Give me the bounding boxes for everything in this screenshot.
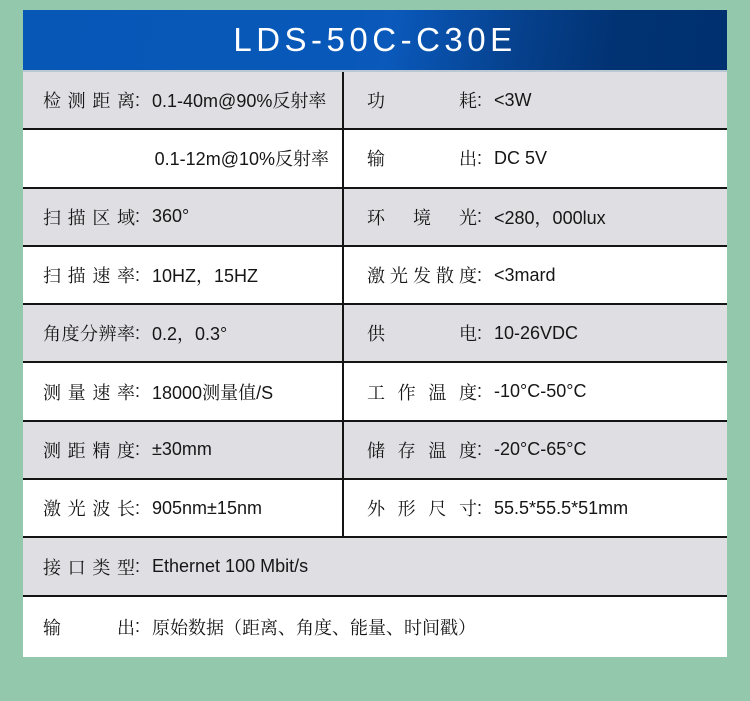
spec-sheet-panel xyxy=(23,10,727,657)
spec-table xyxy=(23,72,727,657)
spec-label: 外形尺寸 xyxy=(367,499,477,520)
label-colon: : xyxy=(135,206,141,227)
table-row-wavelength-dimensions xyxy=(23,480,727,538)
label-colon: : xyxy=(135,439,141,460)
spec-label: 功耗 xyxy=(367,91,477,112)
label-colon: : xyxy=(477,264,483,285)
label-colon: : xyxy=(135,556,141,577)
cell-scan-rate xyxy=(23,247,344,303)
table-row-data-output xyxy=(23,597,727,657)
cell-measurement-rate xyxy=(23,363,344,419)
spec-value: 0.2，0.3° xyxy=(152,324,228,345)
spec-value: 0.1-40m@90%反射率 xyxy=(152,91,327,112)
label-colon: : xyxy=(477,89,483,110)
label-colon: : xyxy=(135,264,141,285)
spec-label: 输出 xyxy=(43,617,135,638)
spec-value: 10-26VDC xyxy=(494,322,579,343)
spec-label: 测量速率 xyxy=(43,382,135,403)
label-colon: : xyxy=(135,381,141,402)
product-title: LDS-50C-C30E xyxy=(233,21,517,58)
table-row-scanarea-ambient xyxy=(23,189,727,247)
cell-angular-resolution xyxy=(23,305,344,361)
spec-value: DC 5V xyxy=(494,147,548,168)
cell-working-temperature xyxy=(344,363,727,419)
label-colon: : xyxy=(477,206,483,227)
spec-label: 测距精度 xyxy=(43,440,135,461)
spec-label: 扫描速率 xyxy=(43,266,135,287)
spec-value: Ethernet 100 Mbit/s xyxy=(152,556,309,577)
label-colon: : xyxy=(477,497,483,518)
label-colon: : xyxy=(477,381,483,402)
spec-value: 18000测量值/S xyxy=(152,382,274,403)
table-row-detection2-output xyxy=(23,130,727,188)
spec-value: 55.5*55.5*51mm xyxy=(494,497,629,518)
spec-label: 储存温度 xyxy=(367,440,477,461)
cell-dimensions xyxy=(344,480,727,536)
label-colon: : xyxy=(135,616,141,637)
cell-storage-temperature xyxy=(344,422,727,478)
spec-label: 扫描区域 xyxy=(43,207,135,228)
spec-value: 360° xyxy=(152,206,190,227)
table-row-measrate-worktemp xyxy=(23,363,727,421)
cell-detection-range-low-reflect xyxy=(23,130,344,186)
spec-value: -10°C-50°C xyxy=(494,381,587,402)
spec-label: 激光发散度 xyxy=(367,266,477,287)
spec-label: 检测距离 xyxy=(43,91,135,112)
spec-label: 输出 xyxy=(367,149,477,170)
title-bar xyxy=(23,10,727,72)
cell-ambient-light xyxy=(344,189,727,245)
cell-data-output xyxy=(23,597,727,657)
spec-label: 环境光 xyxy=(367,207,477,228)
label-colon: : xyxy=(135,497,141,518)
cell-output-voltage xyxy=(344,130,727,186)
spec-value: 原始数据（距离、角度、能量、时间戳） xyxy=(152,617,477,638)
cell-laser-divergence xyxy=(344,247,727,303)
table-row-scanrate-divergence xyxy=(23,247,727,305)
label-colon: : xyxy=(477,439,483,460)
table-row-accuracy-storagetemp xyxy=(23,422,727,480)
spec-label: 角度分辨率 xyxy=(43,324,135,345)
spec-value: 0.1-12m@10%反射率 xyxy=(154,149,329,170)
spec-value: 10HZ，15HZ xyxy=(152,266,259,287)
spec-label: 供电 xyxy=(367,324,477,345)
table-row-detection-power xyxy=(23,72,727,130)
spec-value: <3mard xyxy=(494,264,556,285)
cell-scan-area xyxy=(23,189,344,245)
label-colon: : xyxy=(477,147,483,168)
label-colon: : xyxy=(135,89,141,110)
spec-value: -20°C-65°C xyxy=(494,439,587,460)
spec-value: ±30mm xyxy=(152,439,212,460)
table-row-interface xyxy=(23,538,727,596)
spec-label: 接口类型 xyxy=(43,557,135,578)
cell-laser-wavelength xyxy=(23,480,344,536)
label-colon: : xyxy=(135,322,141,343)
cell-power-consumption xyxy=(344,72,727,128)
cell-detection-range xyxy=(23,72,344,128)
cell-interface-type xyxy=(23,538,727,594)
cell-ranging-accuracy xyxy=(23,422,344,478)
spec-value: 905nm±15nm xyxy=(152,497,262,518)
spec-value: <280，000lux xyxy=(494,207,606,228)
label-colon: : xyxy=(477,322,483,343)
spec-label: 激光波长 xyxy=(43,499,135,520)
spec-value: <3W xyxy=(494,89,532,110)
table-row-angres-supply xyxy=(23,305,727,363)
cell-power-supply xyxy=(344,305,727,361)
spec-label: 工作温度 xyxy=(367,382,477,403)
